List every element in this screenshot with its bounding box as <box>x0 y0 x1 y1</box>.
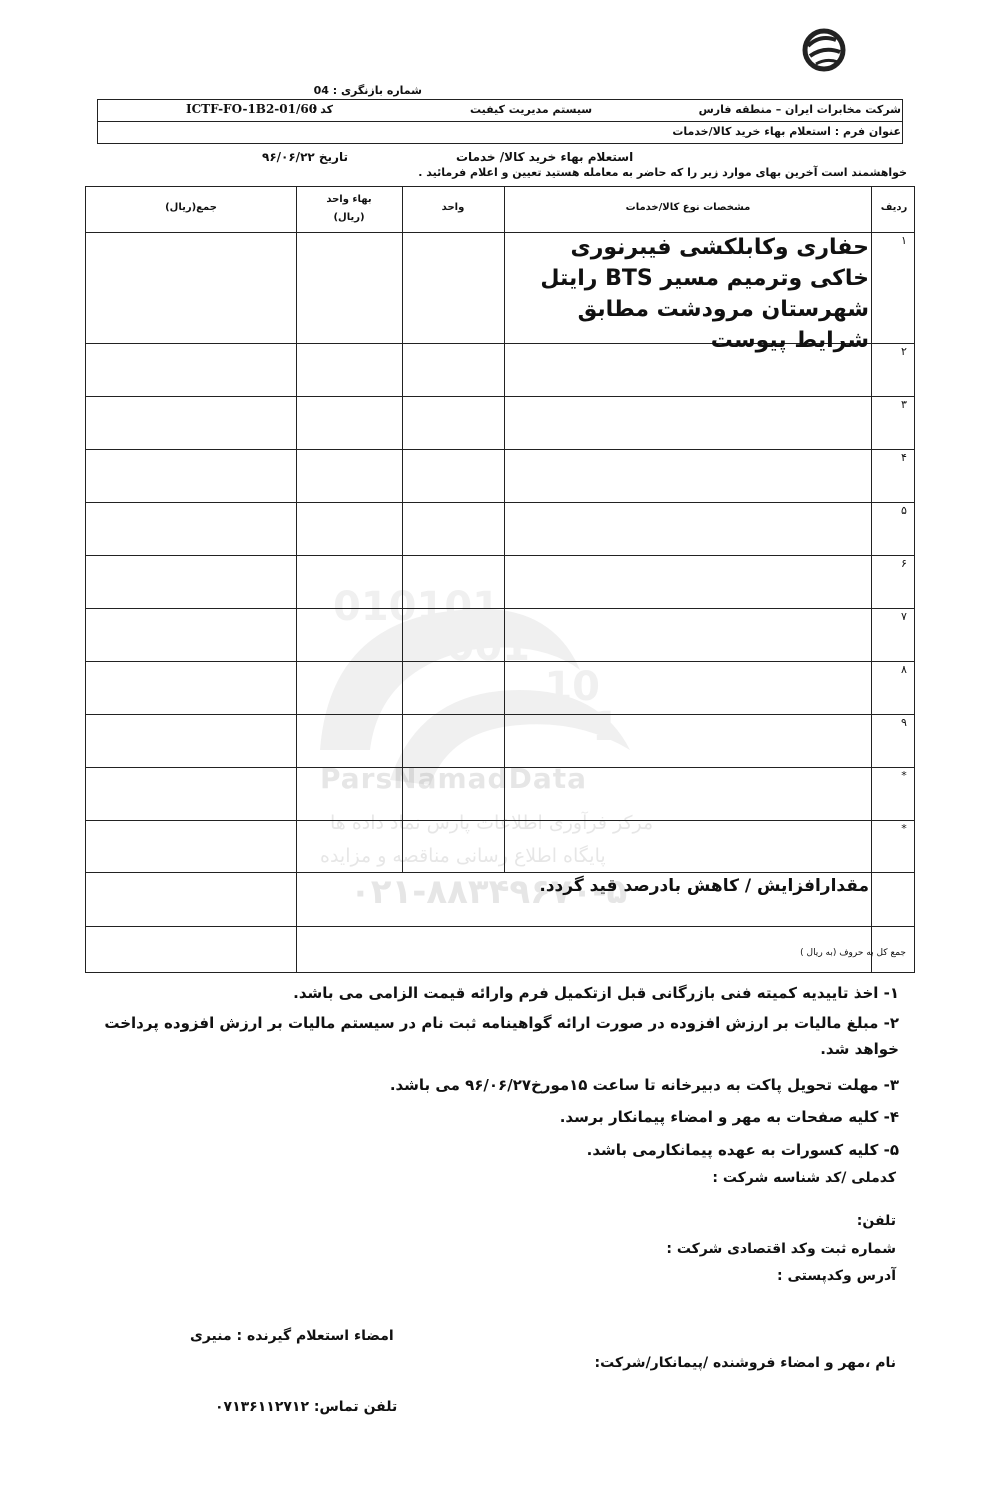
row-number: ۷ <box>901 610 907 623</box>
svg-text:010101: 010101 <box>333 584 500 630</box>
watermark-line1: مرکز فرآوری اطلاعات پارس نماد داده ها <box>330 812 654 834</box>
contact-phone: تلفن تماس: ۰۷۱۳۶۱۱۲۷۱۲ <box>215 1399 398 1415</box>
code-label: کد : <box>312 103 333 116</box>
phone-field: تلفن: <box>856 1213 896 1229</box>
row-number: ۶ <box>901 557 907 570</box>
row-number: ۸ <box>901 663 907 676</box>
item-description: حفاری وکابلکشی فیبرنوری خاکی وترمیم مسیر BTS رایتل شهرستان مرودشت مطابق شرایط پیوست <box>540 235 869 353</box>
table-row-line <box>85 767 915 768</box>
intro-text: خواهشمند است آخرین بهای موارد زیر را که حاضر به معامله هستید تعیین و اعلام فرمائید . <box>418 166 907 179</box>
row-number: ۵ <box>901 504 907 517</box>
note-item: ۵- کلیه کسورات به عهده پیمانکارمی باشد. <box>586 1141 899 1159</box>
header-divider <box>97 121 903 122</box>
sum-in-words-label: جمع کل به حروف (به ریال ) <box>800 948 906 958</box>
form-code: ICTF-FO-1B2-01/60 <box>186 102 318 116</box>
telecom-logo-icon <box>796 26 852 74</box>
watermark-line2: پایگاه اطلاع رسانی مناقصه و مزایده <box>320 845 606 867</box>
national-id-field: کدملی /کد شناسه شرکت : <box>712 1170 896 1186</box>
row-number: ۹ <box>901 716 907 729</box>
table-col-line <box>402 186 403 872</box>
table-row-line <box>85 872 915 873</box>
row-number: ۳ <box>901 398 907 411</box>
row-number: * <box>901 822 907 835</box>
table-row-line <box>85 396 915 397</box>
change-note: مقدارافزایش / کاهش بادرصد قید گردد. <box>539 876 869 896</box>
registration-field: شماره ثبت وکد اقتصادی شرکت : <box>666 1241 896 1257</box>
quality-system: سیستم مدیریت کیفیت <box>470 103 593 116</box>
header-unit: واحد <box>441 202 465 213</box>
header-total: جمع(ریال) <box>165 202 217 213</box>
header-unit-price: بهاء واحد <box>326 194 372 205</box>
form-date: تاریخ ۹۶/۰۶/۲۲ <box>262 150 348 164</box>
table-row-line <box>85 449 915 450</box>
header-row: ردیف <box>880 202 908 213</box>
table-row-line <box>85 820 915 821</box>
row-number: ۴ <box>901 451 907 464</box>
table-row-line <box>85 661 915 662</box>
row-number: * <box>901 769 907 782</box>
svg-text:1: 1 <box>592 704 620 750</box>
note-item: ۳- مهلت تحویل پاکت به دبیرخانه تا ساعت ۱۵مورخ۹۶/۰۶/۲۷ می باشد. <box>389 1076 899 1094</box>
revision-number: شماره بازنگری : 04 <box>313 84 422 97</box>
svg-text:0001: 0001 <box>418 624 530 670</box>
form-title: استعلام بهاء خرید کالا/ خدمات <box>456 150 634 164</box>
table-row-line <box>85 714 915 715</box>
table-row-line <box>85 555 915 556</box>
svg-text:10: 10 <box>544 664 600 710</box>
form-title-line: عنوان فرم : استعلام بهاء خرید کالا/خدمات <box>672 125 901 138</box>
row-number: ۱ <box>901 234 907 247</box>
receiver-signature: امضاء استعلام گیرنده : منیری <box>190 1328 394 1344</box>
header-spec: مشخصات نوع کالا/خدمات <box>625 202 751 213</box>
row-number: ۲ <box>901 345 907 358</box>
note-item: ۲- مبلغ مالیات بر ارزش افزوده در صورت ارائه گواهینامه ثبت نام در سیستم مالیات بر ارزش افزوده پرداخت خواهد شد. <box>104 1014 899 1058</box>
watermark-brand: ParsNamadData <box>320 762 587 795</box>
note-item: ۱- اخذ تاییدیه کمیته فنی بازرگانی قبل ازتکمیل فرم وارائه قیمت الزامی می باشد. <box>293 984 899 1002</box>
watermark-phone: ۰۲۱-۸۸۳۴۹۶۷۰-۵ <box>350 872 628 912</box>
header-unit-price-currency: (ریال) <box>333 212 365 223</box>
table-row-line <box>85 608 915 609</box>
company-name: شرکت مخابرات ایران – منطقه فارس <box>698 103 901 116</box>
table-col-line <box>296 186 297 973</box>
table-row-line <box>85 502 915 503</box>
address-field: آدرس وکدپستی : <box>776 1268 896 1284</box>
seller-seal-line: نام ،مهر و امضاء فروشنده /پیمانکار/شرکت: <box>594 1355 896 1371</box>
table-row-line <box>85 926 915 927</box>
table-col-line <box>504 186 505 872</box>
note-item: ۴- کلیه صفحات به مهر و امضاء پیمانکار برسد. <box>559 1108 899 1126</box>
table-col-line <box>871 186 872 973</box>
